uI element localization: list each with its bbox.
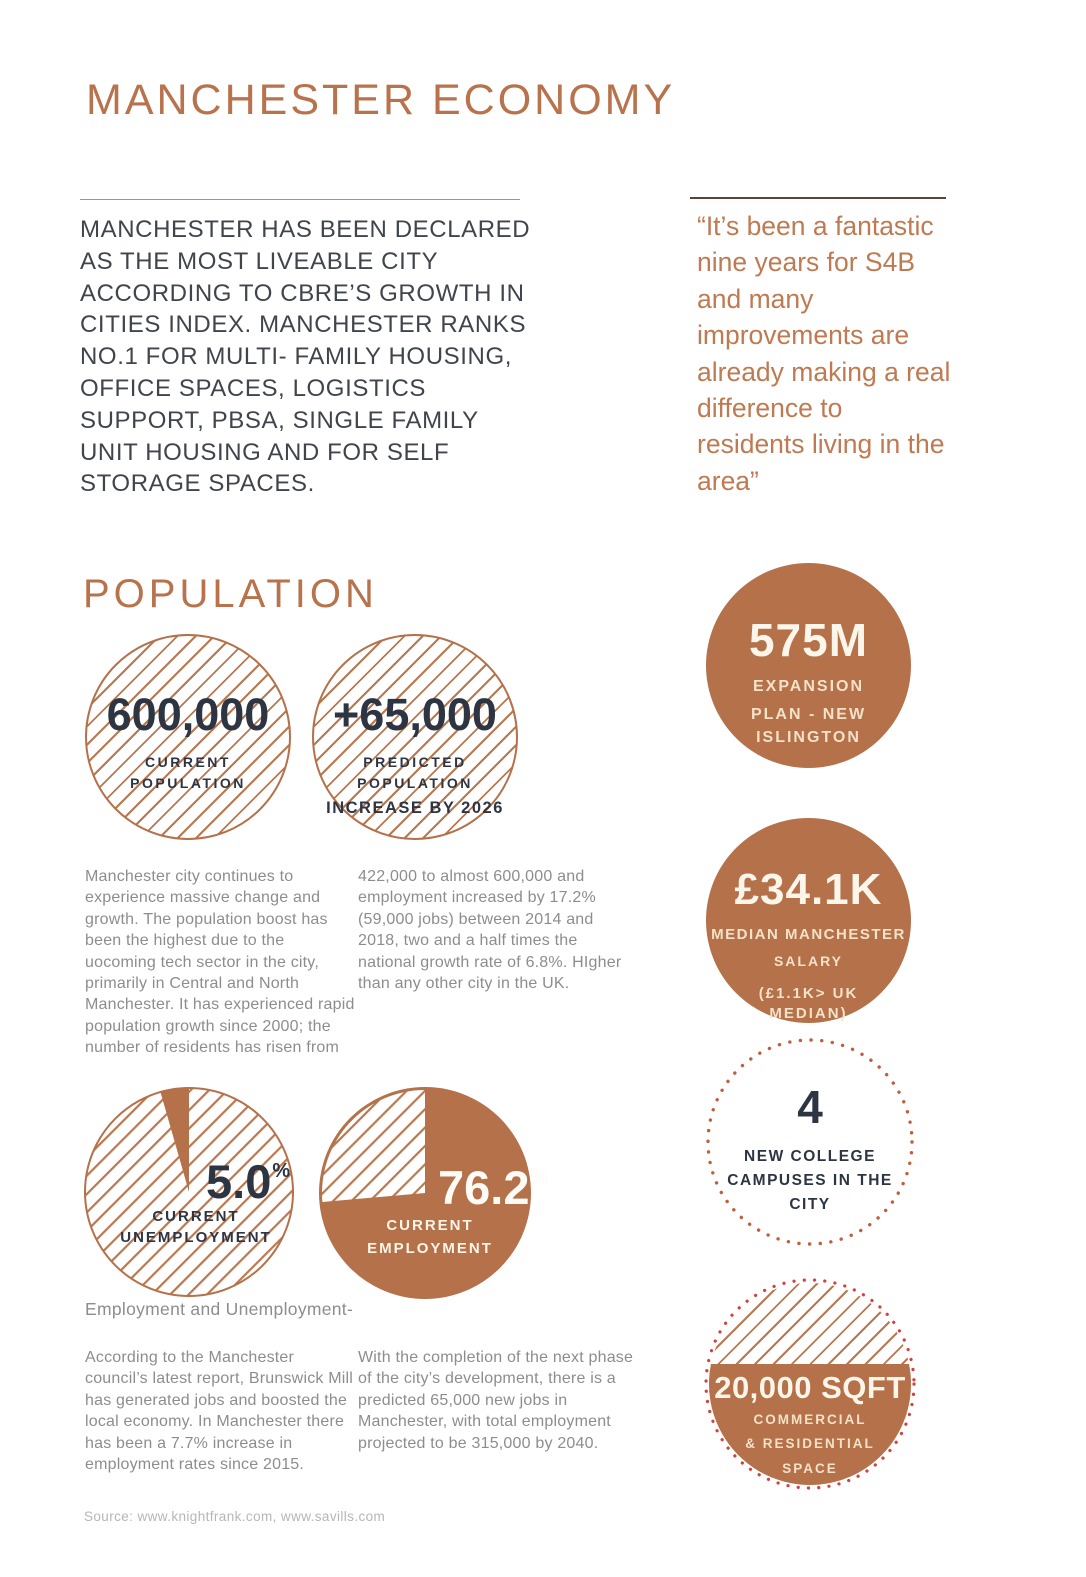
pie-label [90, 1206, 302, 1248]
page-title: MANCHESTER ECONOMY [86, 76, 676, 124]
circle-value: 575M [748, 614, 869, 666]
circle-label-line: MEDIAN MANCHESTER [711, 926, 906, 944]
pie-label-line: CURRENT [386, 1217, 474, 1234]
intro-divider [80, 199, 520, 200]
circle-content [702, 1034, 918, 1250]
pie-value [438, 1161, 549, 1214]
circle-label-line: & RESIDENTIAL [745, 1436, 875, 1452]
population-paragraph-left: Manchester city continues to experience massive change and growth. The population boost has been the highest due to the uocoming tech sector in the city, primarily in Central and North Manchester. It has experienced rapid population growth since 2000; the number of residents has risen from [85, 868, 355, 1057]
quote-divider [690, 197, 946, 199]
sidebar-circle-commercial-space [702, 1276, 918, 1492]
pie-value [206, 1155, 291, 1208]
stat-value: +65,000 [333, 689, 497, 740]
pie-percent-sign: % [530, 1166, 549, 1188]
circle-label-line: NEW COLLEGE [744, 1147, 876, 1165]
stat-label-line: POPULATION [357, 774, 473, 791]
circle-value: 20,000 SQFT [714, 1369, 906, 1405]
stat-value: 600,000 [106, 689, 270, 740]
population-heading: POPULATION [83, 572, 378, 616]
circle-label-line: SALARY [773, 953, 844, 970]
circle-label-line: SPACE [782, 1460, 838, 1476]
dotted-ring [702, 1276, 918, 1492]
employment-paragraph-left: According to the Manchester council’s latest report, Brunswick Mill has generated jobs and boosted the local economy. In Manchester there has been a 7.7% increase in employment rates since 2015. [85, 1349, 354, 1474]
circle-label-line: EXPANSION [752, 677, 865, 695]
sidebar-circle-median-salary [706, 818, 911, 1023]
unemployment-pie-chart [83, 1086, 295, 1298]
stat-label-line: PREDICTED [363, 753, 467, 770]
stat-circle-current-population [85, 634, 291, 840]
circle-label-line: PLAN - NEW [750, 705, 867, 723]
circle-label-line: COMMERCIAL [753, 1411, 867, 1427]
pie-label-line: UNEMPLOYMENT [120, 1229, 272, 1246]
sidebar-circle-expansion-plan [706, 563, 911, 768]
employment-caption: Employment and Unemployment- [85, 1299, 354, 1319]
employment-pie-chart [318, 1086, 549, 1300]
population-paragraph-right: 422,000 to almost 600,000 and employment increased by 17.2% (59,000 jobs) between 2014 and 2018, two and a half times the national growth rate of 6.8%. HIgher than any other city in the UK. [358, 868, 622, 993]
stat-circle-predicted-increase [312, 634, 518, 840]
circle-value: 4 [797, 1081, 823, 1133]
circle-label-line: (£1.1K> UK [758, 985, 859, 1003]
quote-text: “It’s been a fantastic nine years for S4B and many improvements are already making a real difference to residents living in the area” [697, 211, 951, 496]
stat-label-line: POPULATION [130, 774, 246, 791]
stat-label-line: CURRENT [145, 753, 231, 770]
pie-percent-sign: % [272, 1160, 291, 1182]
circle-value: £34.1K [734, 865, 883, 914]
stat-label-line: INCREASE BY 2026 [326, 798, 504, 817]
circle-label-line: CITY [789, 1195, 831, 1213]
sidebar-circle-college-campuses [702, 1034, 918, 1250]
employment-paragraph-right: With the completion of the next phase of the city’s development, there is a predicted 65,000 new jobs in Manchester, with total employment projected to be 315,000 by 2040. [358, 1349, 634, 1452]
pie-label [323, 1214, 537, 1260]
source-note: Source: www.knightfrank.com, www.savills.com [84, 1509, 386, 1524]
circle-label-line: CAMPUSES IN THE [727, 1171, 893, 1189]
pie-label-line: CURRENT [152, 1208, 240, 1225]
circle-label-line: ISLINGTON [756, 728, 861, 746]
pie-number: 5.0 [206, 1155, 272, 1208]
intro-text: MANCHESTER HAS BEEN DECLARED AS THE MOST LIVEABLE CITY ACCORDING TO CBRE’S GROWTH IN CITIES INDEX. MANCHESTER RANKS NO.1 FOR MULTI- FAMILY HOUSING, OFFICE SPACES, LOGISTICS SUPPORT, PBSA, SINGLE FAMILY UNIT HOUSING AND FOR SELF STORAGE SPACES. [80, 216, 531, 498]
pie-number: 76.2 [438, 1161, 530, 1214]
circle-label-line: MEDIAN) [769, 1005, 848, 1023]
pie-label-line: EMPLOYMENT [367, 1240, 493, 1257]
